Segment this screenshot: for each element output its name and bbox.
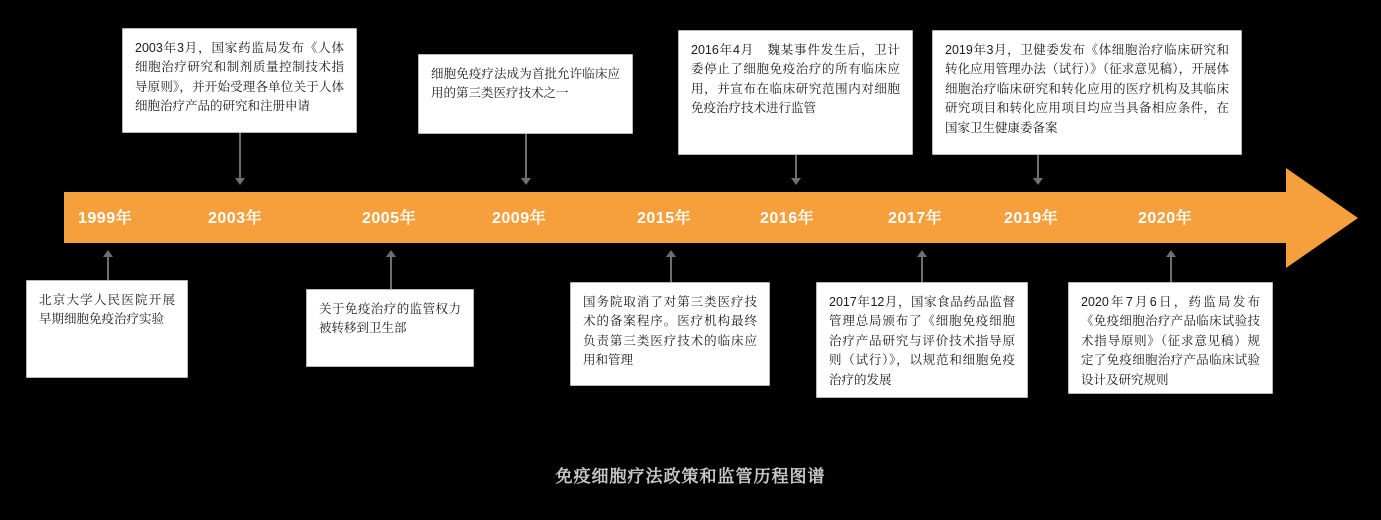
connector-arrow-2009 <box>521 178 531 185</box>
event-card-2009[interactable]: 细胞免疫疗法成为首批允许临床应用的第三类医疗技术之一 <box>418 54 633 134</box>
event-card-1999[interactable]: 北京大学人民医院开展早期细胞免疫治疗实验 <box>26 280 188 378</box>
connector-2016 <box>795 155 797 178</box>
event-card-2015[interactable]: 国务院取消了对第三类医疗技术的备案程序。医疗机构最终负责第三类医疗技术的临床应用和管理 <box>570 282 770 386</box>
connector-arrow-2017 <box>917 250 927 257</box>
timeline-year-2020[interactable]: 2020年 <box>1138 210 1193 227</box>
timeline-year-2015[interactable]: 2015年 <box>637 210 692 227</box>
timeline-year-2019[interactable]: 2019年 <box>1004 210 1059 227</box>
event-card-2003[interactable]: 2003年3月，国家药监局发布《人体细胞治疗研究和制剂质量控制技术指导原则》，并开始受理各单位关于人体细胞治疗产品的研究和注册申请 <box>122 28 357 133</box>
connector-arrow-2015 <box>666 250 676 257</box>
timeline-year-1999[interactable]: 1999年 <box>78 210 133 227</box>
event-card-2020[interactable]: 2020年7月6日，药监局发布《免疫细胞治疗产品临床试验技术指导原则》（征求意见稿）规定了免疫细胞治疗产品临床试验设计及研究规则 <box>1068 282 1273 394</box>
connector-1999 <box>107 257 109 280</box>
connector-arrow-2003 <box>235 178 245 185</box>
connector-2019 <box>1037 155 1039 178</box>
event-card-2019[interactable]: 2019年3月，卫健委发布《体细胞治疗临床研究和转化应用管理办法（试行）》（征求意见稿），开展体细胞治疗临床研究和转化应用的医疗机构及其临床研究项目和转化应用项目均应当具备相应条件，在国家卫生健康委备案 <box>932 30 1242 155</box>
connector-2009 <box>525 134 527 178</box>
connector-arrow-2016 <box>791 178 801 185</box>
timeline-arrow-head <box>1286 168 1358 268</box>
connector-arrow-2020 <box>1166 250 1176 257</box>
diagram-caption: 免疫细胞疗法政策和监管历程图谱 <box>555 467 826 486</box>
event-card-2016[interactable]: 2016年4月 魏某事件发生后，卫计委停止了细胞免疫治疗的所有临床应用，并宣布在临床研究范围内对细胞免疫治疗技术进行监管 <box>678 30 913 155</box>
event-card-2017[interactable]: 2017年12月，国家食品药品监督管理总局颁布了《细胞免疫细胞治疗产品研究与评价技术指导原则（试行）》，以规范和细胞免疫治疗的发展 <box>816 282 1028 398</box>
timeline-year-2009[interactable]: 2009年 <box>492 210 547 227</box>
connector-2005 <box>390 257 392 289</box>
timeline-year-2003[interactable]: 2003年 <box>208 210 263 227</box>
connector-2020 <box>1170 257 1172 282</box>
connector-arrow-2019 <box>1033 178 1043 185</box>
connector-2017 <box>921 257 923 282</box>
timeline-year-2017[interactable]: 2017年 <box>888 210 943 227</box>
connector-arrow-2005 <box>386 250 396 257</box>
timeline-year-2016[interactable]: 2016年 <box>760 210 815 227</box>
timeline-year-2005[interactable]: 2005年 <box>362 210 417 227</box>
connector-arrow-1999 <box>103 250 113 257</box>
event-card-2005[interactable]: 关于免疫治疗的监管权力被转移到卫生部 <box>306 289 474 367</box>
connector-2015 <box>670 257 672 282</box>
connector-2003 <box>239 133 241 178</box>
